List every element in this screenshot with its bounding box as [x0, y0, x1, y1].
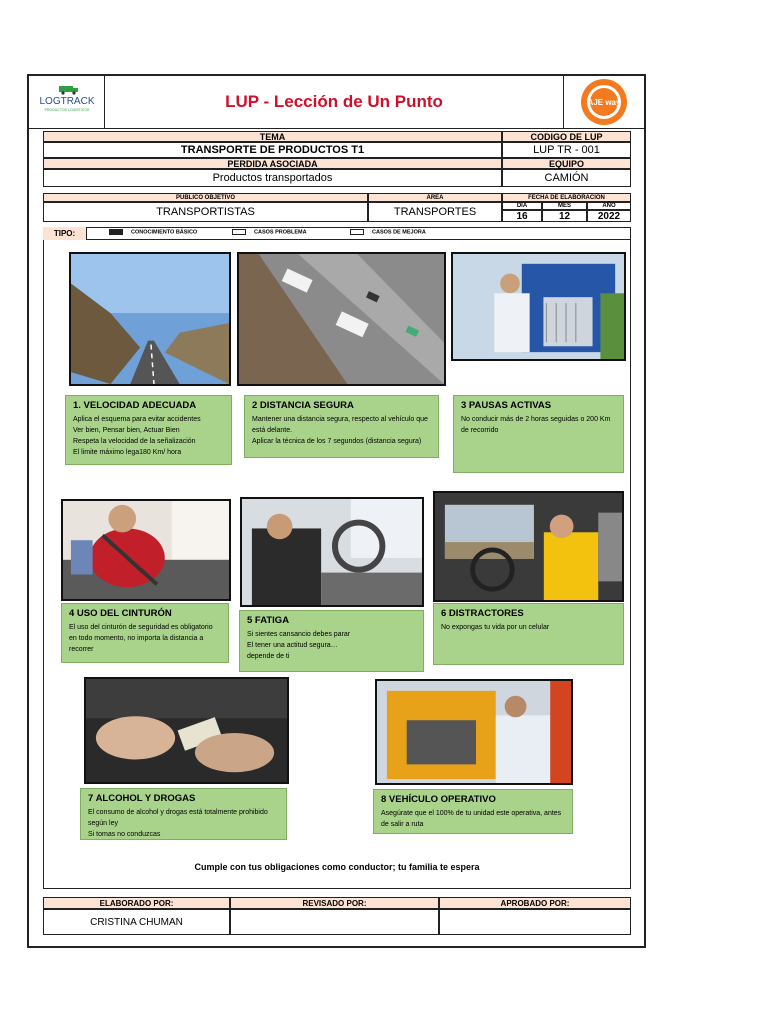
anio-value: 2022: [587, 210, 631, 222]
tipo-option-problema[interactable]: CASOS PROBLEMA: [232, 229, 307, 235]
photo-mountain-road: [69, 252, 231, 386]
logo-tagline: PRODUCTOS LOGISTICOS: [44, 108, 90, 112]
card-pausas: [453, 395, 624, 473]
equipo-value: CAMIÓN: [502, 169, 631, 187]
aprobado-value: [439, 909, 631, 935]
perdida-label: PERDIDA ASOCIADA: [43, 158, 502, 169]
area-value: TRANSPORTES: [368, 202, 502, 222]
photo-highway-trucks: [237, 252, 446, 386]
logtrack-logo: [29, 76, 105, 128]
photo-seatbelt: [61, 499, 231, 601]
card-text: Asegúrate que el 100% de tu unidad este operativa, antes de salir a ruta: [381, 810, 562, 828]
codigo-value: LUP TR - 001: [502, 142, 631, 158]
elaborado-value: CRISTINA CHUMAN: [43, 909, 230, 935]
photo-fatigue: [240, 497, 424, 607]
tipo-option-mejora[interactable]: CASOS DE MEJORA: [350, 229, 426, 235]
photo-alcohol-drugs: [84, 677, 289, 784]
codigo-label: CODIGO DE LUP: [502, 131, 631, 142]
card-title: 6 DISTRACTORES: [441, 608, 524, 619]
card-velocidad: [65, 395, 232, 465]
checkbox-checked[interactable]: [109, 229, 123, 235]
photo-vehicle-inspection: [375, 679, 573, 785]
card-cinturon: [61, 603, 229, 663]
card-text: El uso del cinturón de seguridad es obligatorio en todo momento, no importa la distancia a recorrer: [69, 624, 213, 653]
logo-wordmark: LOGTRACK: [39, 96, 95, 107]
card-alcohol: [80, 788, 287, 840]
revisado-value: [230, 909, 439, 935]
card-distancia: [244, 395, 439, 458]
mes-value: 12: [542, 210, 587, 222]
header-divider: [29, 128, 644, 129]
card-distractores: [433, 603, 624, 665]
card-title: 7 ALCOHOL Y DROGAS: [88, 793, 196, 804]
card-text: Si sientes cansancio debes parar El tener una actitud segura… depende de ti: [247, 631, 351, 660]
fecha-label: FECHA DE ELABORACION: [502, 193, 631, 202]
card-text: El consumo de alcohol y drogas está totalmente prohibido según ley Si tomas no conduzcas: [88, 809, 268, 838]
tipo-option-basico[interactable]: CONOCIMIENTO BÁSICO: [109, 229, 197, 235]
card-title: 8 VEHÍCULO OPERATIVO: [381, 794, 496, 805]
card-title: 3 PAUSAS ACTIVAS: [461, 400, 552, 411]
card-title: 4 USO DEL CINTURÓN: [69, 608, 172, 619]
checkbox-unchecked[interactable]: [350, 229, 364, 235]
equipo-label: EQUIPO: [502, 158, 631, 169]
publico-value: TRANSPORTISTAS: [43, 202, 368, 222]
mes-label: MES: [542, 202, 587, 210]
dia-value: 16: [502, 210, 542, 222]
revisado-label: REVISADO POR:: [230, 897, 439, 909]
elaborado-label: ELABORADO POR:: [43, 897, 230, 909]
perdida-value: Productos transportados: [43, 169, 502, 187]
anio-label: AÑO: [587, 202, 631, 210]
photo-distractors: [433, 491, 624, 602]
card-vehiculo: [373, 789, 573, 834]
photo-driver-blue-truck: [451, 252, 626, 361]
area-label: ÁREA: [368, 193, 502, 202]
card-title: 2 DISTANCIA SEGURA: [252, 400, 354, 411]
ajeway-badge: [563, 76, 644, 128]
tema-value: TRANSPORTE DE PRODUCTOS T1: [43, 142, 502, 158]
card-text: No expongas tu vida por un celular: [441, 624, 550, 631]
tema-label: TEMA: [43, 131, 502, 142]
footer-message: Cumple con tus obligaciones como conductor; tu familia te espera: [194, 862, 480, 872]
card-title: 1. VELOCIDAD ADECUADA: [73, 400, 197, 411]
card-text: No conducir más de 2 horas seguidas o 200 Km de recorrido: [461, 416, 611, 434]
aprobado-label: APROBADO POR:: [439, 897, 631, 909]
checkbox-unchecked[interactable]: [232, 229, 246, 235]
dia-label: DIA: [502, 202, 542, 210]
card-text: Aplica el esquema para evitar accidentes Ver bien, Pensar bien, Actuar Bien Respeta la velocidad de la señalización El limite máximo lega180 Km/ hora: [73, 416, 201, 456]
publico-label: PUBLICO OBJETIVO: [43, 193, 368, 202]
tipo-label: TIPO:: [43, 227, 87, 240]
card-text: Mantener una distancia segura, respecto al vehículo que está delante. Aplicar la técnica de los 7 segundos (distancia segura): [252, 416, 428, 445]
page-title: LUP - Lección de Un Punto: [225, 92, 443, 111]
badge-text: AJE way: [587, 98, 621, 107]
card-fatiga: [239, 610, 424, 672]
card-title: 5 FATIGA: [247, 615, 290, 626]
